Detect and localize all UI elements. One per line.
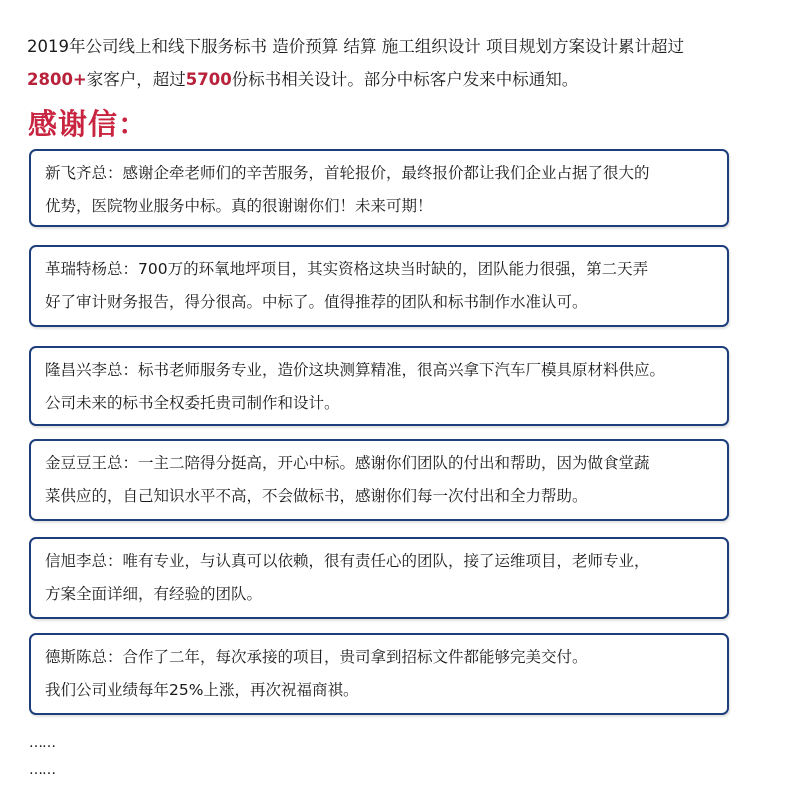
testimonial-card bbox=[29, 537, 729, 619]
testimonial-line: 公司未来的标书全权委托贵司制作和设计。 bbox=[45, 394, 340, 412]
testimonial-line: 革瑞特杨总：700万的环氧地坪项目，其实资格这块当时缺的，团队能力很强，第二天弄 bbox=[45, 260, 649, 278]
testimonial-card bbox=[29, 149, 729, 227]
intro-mid-text: 家客户，超过 bbox=[86, 70, 186, 89]
testimonial-line: 金豆豆王总：一主二陪得分挺高，开心中标。感谢你们团队的付出和帮助，因为做食堂蔬 bbox=[45, 454, 650, 472]
intro-line-2 bbox=[27, 63, 777, 96]
testimonial-line: 优势，医院物业服务中标。真的很谢谢你们！未来可期！ bbox=[45, 197, 433, 215]
testimonial-line: 德斯陈总：合作了二年，每次承接的项目，贵司拿到招标文件都能够完美交付。 bbox=[45, 648, 588, 666]
testimonial-line: 隆昌兴李总：标书老师服务专业，造价这块测算精准，很高兴拿下汽车厂模具原材料供应。 bbox=[45, 361, 666, 379]
testimonial-line: 菜供应的，自己知识水平不高，不会做标书，感谢你们每一次付出和全力帮助。 bbox=[45, 487, 588, 505]
testimonial-card bbox=[29, 633, 729, 715]
testimonial-line: 我们公司业绩每年25%上涨，再次祝福商祺。 bbox=[45, 681, 359, 699]
ellipsis: …… bbox=[29, 735, 55, 751]
testimonial-card bbox=[29, 439, 729, 521]
testimonial-card bbox=[29, 346, 729, 426]
intro-paragraph bbox=[27, 30, 777, 96]
design-count: 5700 bbox=[185, 70, 232, 89]
thanks-heading: 感谢信： bbox=[28, 107, 149, 141]
intro-tail-text: 份标书相关设计。部分中标客户发来中标通知。 bbox=[231, 70, 579, 89]
ellipsis: …… bbox=[29, 762, 55, 778]
testimonial-line: 方案全面详细，有经验的团队。 bbox=[45, 585, 263, 603]
intro-line-1: 2019年公司线上和线下服务标书 造价预算 结算 施工组织设计 项目规划方案设计累计超过 bbox=[27, 37, 684, 56]
testimonial-line: 信旭李总：唯有专业，与认真可以依赖，很有责任心的团队，接了运维项目，老师专业， bbox=[45, 552, 650, 570]
testimonial-card bbox=[29, 245, 729, 327]
testimonial-line: 新飞齐总：感谢企牵老师们的辛苦服务，首轮报价，最终报价都让我们企业占据了很大的 bbox=[45, 164, 650, 182]
customer-count: 2800+ bbox=[27, 70, 87, 89]
testimonial-line: 好了审计财务报告，得分很高。中标了。值得推荐的团队和标书制作水准认可。 bbox=[45, 293, 588, 311]
